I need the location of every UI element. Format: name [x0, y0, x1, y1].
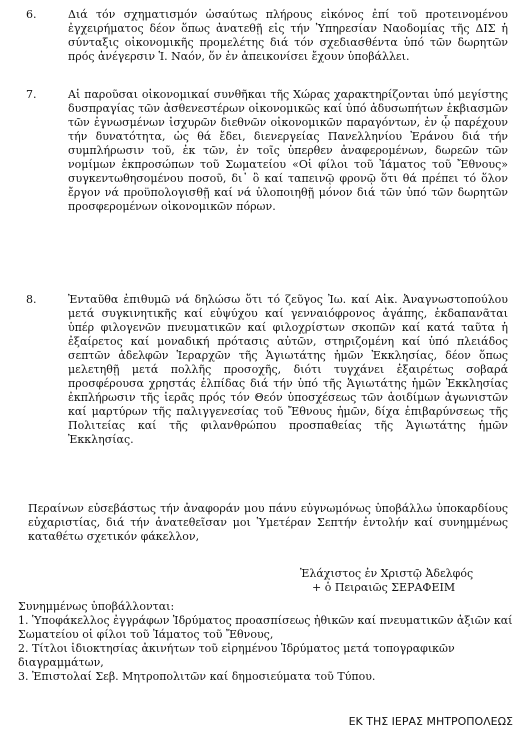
- enclosure-item-2: 2. Τίτλοι ἰδιοκτησίας ἀκινήτων τοῦ εἰρημένου Ἱδρύματος μετά τοπογραφικῶν διαγραμμάτων,: [18, 642, 455, 669]
- paragraph-number: 6.: [26, 8, 37, 21]
- signature-line-2: + ὁ Πειραιῶς ΣΕΡΑΦΕΙΜ: [312, 581, 456, 594]
- paragraph-number: 7.: [26, 88, 37, 101]
- paragraph-6: [18, 8, 508, 64]
- paragraph-8: [18, 293, 508, 447]
- enclosures-heading: Συνημμένως ὑποβάλλονται:: [18, 600, 175, 613]
- enclosure-item-3: 3. Ἐπιστολαί Σεβ. Μητροπολιτῶν καί δημοσιεύματα τοῦ Τύπου.: [18, 670, 376, 683]
- signature-block: [300, 567, 520, 595]
- paragraph-text: Ἐνταῦθα ἐπιθυμῶ νά δηλώσω ὅτι τό ζεῦγος Ἰω. καί Αἰκ. Ἀναγνωστοπούλου μετά συγκινητικῆς καί εὐψύχου καί γενναιόφρονος ἀγάπης, ἐκδαπανᾶται ὑπέρ φιλογενῶν πνευματικῶν καί φιλοχρίστων σκοπῶν καί κατά ταῦτα ἡ ἐξαίρετος καί μοναδική πρότασις αὐτῶν, στηριζομένη καί ὑπό πλειάδος σεπτῶν ἀδελφῶν Ἱεραρχῶν τῆς Ἁγιωτάτης ἡμῶν Ἐκκλησίας, δέον ὅπως μελετηθῇ μετά πολλῆς προσοχῆς, διότι τυγχάνει ἐξαιρέτως σοβαρά προσφέρουσα χρηστάς ἐλπίδας διά τήν ὑπό τῆς Ἁγιωτάτης ἡμῶν Ἐκκλησίας ἐκπλήρωσιν τῆς ἱερᾶς πρός τόν Θεόν ὑποσχέσεως τῶν ἀοιδίμων ἀγωνιστῶν καί μαρτύρων τῆς παλιγγενεσίας τοῦ Ἔθνους ἡμῶν, δίχα ἐπιβαρύνσεως τῆς Πολιτείας καί τῆς φιλανθρώπου προσπαθείας τῆς Ἁγιωτάτης ἡμῶν Ἐκκλησίας.: [68, 293, 508, 446]
- paragraph-text: Αἱ παροῦσαι οἰκονομικαί συνθῆκαι τῆς Χώρας χαρακτηρίζονται ὑπό μεγίστης δυσπραγίας τῶν ἀσθενεστέρων οἰκονομικῶς καί ὑπό ἀδυσωπήτων ἐκβιασμῶν τῶν ἐγνωσμένων ἰσχυρῶν διεθνῶν οἰκονομικῶν παραγόντων, ἐν ᾧ παρέχουν τήν δυνατότητα, ὡς θά ἔδει, διενεργείας Πανελληνίου Ἐράνου διά τήν συμπλήρωσιν τοῦ, ἐκ τῶν, ἐν τοῖς ὑπερθεν ἀναφερομένων, δωρεῶν τῶν νομίμων ἐκπροσώπων τοῦ Σωματείου «Οἱ φίλοι τοῦ Ἰάματος τοῦ Ἔθνους» συγκεντωθησομένου ποσοῦ, δι᾽ ὃ καί ταπεινῷ φρονῷ ὅτι θά πρέπει τό ὅλον ἔργον νά προϋπολογισθῇ καί νά ὑλοποιηθῇ μόνον διά τῶν ὑπό τῶν δωρητῶν προσφερομένων οἰκονομικῶν πόρων.: [68, 88, 508, 213]
- paragraph-7: [18, 88, 508, 214]
- paragraph-text: Διά τόν σχηματισμόν ὡσαύτως πλήρους εἰκόνος ἐπί τοῦ προτεινομένου ἐγχειρήματος δέον ὅπως ἀνατεθῇ εἰς τήν Ὑπηρεσίαν Ναοδομίας τῆς ΔΙΣ ἡ σύνταξις οἰκονομικῆς προμελέτης διά τόν σχεδιασθέντα ὑπό τῶν δωρητῶν πρός ἀνέγερσιν Ἱ. Ναόν, ὅν ἐν ἀπεικονίσει ἔχουν ὑποβάλλει.: [68, 8, 508, 63]
- closing-text: Περαίνων εὐσεβάστως τήν ἀναφοράν μου πάνυ εὐγνωμόνως ὑποβάλλω ὑποκαρδίους εὐχαριστίας, διά τήν ἀνατεθεῖσαν μοι Ὑμετέραν Σεπτήν ἐντολήν καί συνημμένως καταθέτω σχετικόν φάκελλον,: [28, 502, 508, 543]
- signature-line-1: Ἐλάχιστος ἐν Χριστῷ Ἀδελφός: [300, 567, 474, 580]
- footer-stamp: ΕΚ ΤΗΣ ΙΕΡΑΣ ΜΗΤΡΟΠΟΛΕΩΣ: [348, 715, 513, 728]
- closing-paragraph: [18, 502, 508, 544]
- enclosures: [18, 600, 513, 684]
- enclosure-item-1: 1. Ὑποφάκελλος ἐγγράφων Ἱδρύματος προασπίσεως ἠθικῶν καί πνευματικῶν ἀξιῶν καί Σωματείου οἱ φίλοι τοῦ Ἰάματος τοῦ Ἔθνους,: [18, 614, 513, 641]
- paragraph-number: 8.: [26, 293, 37, 306]
